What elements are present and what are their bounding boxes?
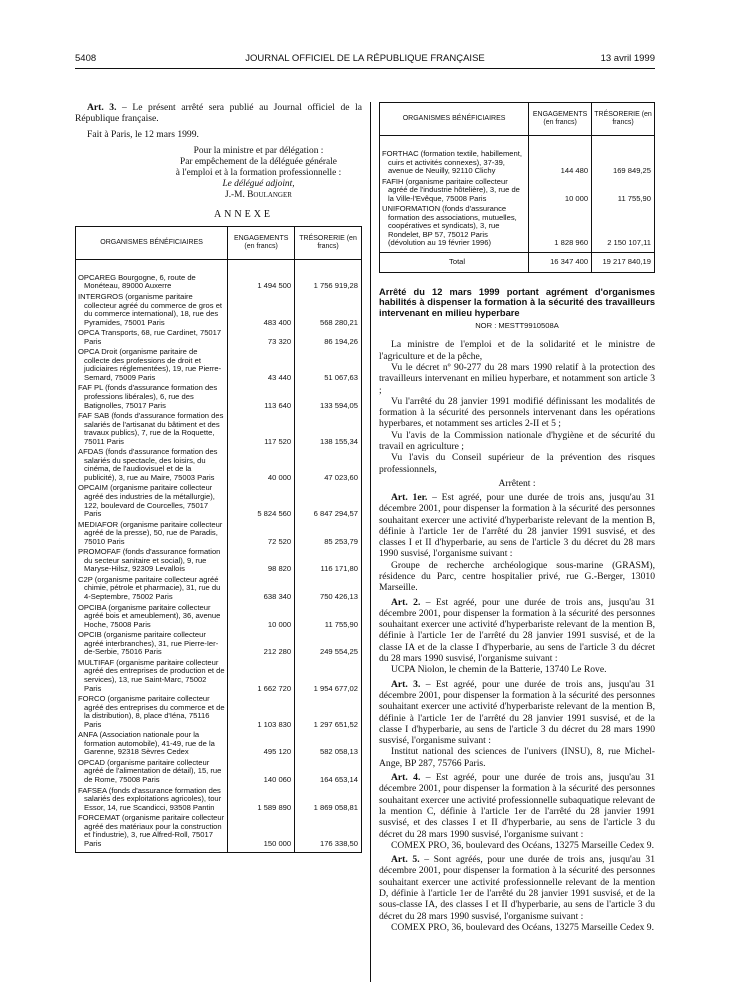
- engagement-cell: 1 662 720: [228, 659, 295, 695]
- tresorerie-cell: 176 338,50: [295, 814, 362, 853]
- table-row: [76, 412, 362, 448]
- tresorerie-cell: 1 297 651,52: [295, 695, 362, 731]
- tresorerie-cell: 11 755,90: [592, 178, 655, 206]
- engagement-cell: 10 000: [529, 178, 592, 206]
- table-row: [76, 576, 362, 604]
- organisme-cell: C2P (organisme paritaire collecteur agréé chimie, pétrole et pharmacie), 31, rue du 4-Septembre, 75002 Paris: [76, 576, 228, 604]
- tresorerie-cell: 86 194,26: [295, 329, 362, 348]
- engagement-cell: 638 340: [228, 576, 295, 604]
- organisme-cell: FORCEMAT (organisme paritaire collecteur agréé des matériaux pour la construction et l'industrie), 3, rue Alfred-Roll, 75017 Paris: [76, 814, 228, 853]
- organisme-cell: MULTIFAF (organisme paritaire collecteur agréé des entreprises de production et de services), 13, rue Saint-Marc, 75002 Paris: [76, 659, 228, 695]
- engagement-cell: 144 480: [529, 136, 592, 178]
- header-tresorerie: TRÉSORERIE (en francs): [295, 226, 362, 259]
- tresorerie-cell: 568 280,21: [295, 293, 362, 329]
- vu-clause: Vu l'arrêté du 28 janvier 1991 modifié définissant les modalités de formation à la sécurité des personnels intervenant dans les opérations hyperbares, et notamment ses articles 2-II et 5 ;: [379, 395, 655, 430]
- table-row: [76, 604, 362, 632]
- issue-date: 13 avril 1999: [600, 53, 655, 64]
- article-paragraph: [379, 854, 655, 922]
- table-row: [76, 759, 362, 787]
- header-organismes: ORGANISMES BÉNÉFICIAIRES: [380, 103, 529, 136]
- signature-block: [75, 146, 362, 201]
- organisme-cell: OPCAREG Bourgogne, 6, route de Monéteau, 89000 Auxerre: [76, 259, 228, 293]
- article-text: – Le présent arrêté sera publié au Journal officiel de la République française.: [75, 102, 363, 125]
- article-label: Art. 3.: [87, 102, 117, 113]
- article-label: Art. 3.: [391, 678, 421, 690]
- table-row: [380, 178, 655, 206]
- tresorerie-cell: 249 554,25: [295, 631, 362, 659]
- engagement-cell: 1 828 960: [529, 205, 592, 252]
- table-row: [76, 329, 362, 348]
- article-label: Art. 4.: [391, 772, 421, 784]
- organisme-cell: FORCO (organisme paritaire collecteur agréé des entreprises du commerce et de la distribution), 8, place d'Iéna, 75116 Paris: [76, 695, 228, 731]
- engagement-cell: 483 400: [228, 293, 295, 329]
- table-row: [76, 787, 362, 815]
- decree-intro: La ministre de l'emploi et de la solidarité et le ministre de l'agriculture et de la pêche,: [379, 339, 655, 362]
- vu-clause: Vu l'avis de la Commission nationale d'hygiène et de sécurité du travail en agriculture ;: [379, 429, 655, 453]
- approved-organisme: UCPA Niolon, le chemin de la Batterie, 13740 Le Rove.: [391, 664, 607, 676]
- signature-title: Le délégué adjoint,: [222, 178, 295, 189]
- tresorerie-cell: 6 847 294,57: [295, 484, 362, 520]
- table-header-row: [380, 103, 655, 136]
- vu-clause: Vu le décret nº 90-277 du 28 mars 1990 relatif à la protection des travailleurs intervenant en milieu hyperbare, et notamment son article 3 ;: [379, 361, 655, 396]
- arretent-heading: Arrêtent :: [498, 477, 536, 489]
- page-number: 5408: [75, 53, 97, 64]
- articles-list: [379, 492, 655, 933]
- organisme-cell: UNIFORMATION (fonds d'assurance formation des associations, mutuelles, coopératives et syndicats), 3, rue Rondelet, BP 57, 75012 Paris (dévolution au 19 février 1996): [380, 205, 529, 252]
- tresorerie-cell: 11 755,90: [295, 604, 362, 632]
- table-header-row: [76, 226, 362, 259]
- organisme-cell: FAFIH (organisme paritaire collecteur agréé de l'industrie hôtelière), 3, rue de la Ville-l'Evêque, 75008 Paris: [380, 178, 529, 206]
- article-paragraph: [379, 772, 655, 840]
- tresorerie-cell: 169 849,25: [592, 136, 655, 178]
- tresorerie-cell: 51 067,63: [295, 348, 362, 384]
- article-text: – Est agréé, pour une durée de trois ans, jusqu'au 31 décembre 2001, pour dispenser la formation à la sécurité des personnes souhaitant exercer une activité d'hyperbariste relevant de la mention B, définie à l'article 1er de l'arrêté du 28 janvier 1991 susvisé, et de la classe I d'hyperbarie, au sens de l'article 3 du décret du 28 mars 1990 susvisé, l'organisme suivant :: [379, 678, 655, 747]
- engagement-cell: 140 060: [228, 759, 295, 787]
- organisme-cell: MEDIAFOR (organisme paritaire collecteur agréé de la presse), 50, rue de Paradis, 75010 Paris: [76, 521, 228, 549]
- total-label: Total: [380, 253, 529, 273]
- vu-clause: Vu l'avis du Conseil supérieur de la prévention des risques professionnels,: [379, 452, 655, 475]
- header-organismes: ORGANISMES BÉNÉFICIAIRES: [76, 226, 228, 259]
- annexe-title: ANNEXE: [213, 208, 274, 220]
- organisme-cell: FAF PL (fonds d'assurance formation des professions libérales), 6, rue des Batignolles, 75017 Paris: [76, 384, 228, 412]
- right-column: [379, 102, 655, 933]
- organisme-cell: FAF SAB (fonds d'assurance formation des salariés de l'artisanat du bâtiment et des travaux publics), 7, rue de la Roquette, 75011 Paris: [76, 412, 228, 448]
- table-row: [380, 205, 655, 252]
- table-row: [76, 731, 362, 759]
- tresorerie-cell: 164 653,14: [295, 759, 362, 787]
- header-engagements: ENGAGEMENTS (en francs): [529, 103, 592, 136]
- organisme-cell: OPCA Transports, 68, rue Cardinet, 75017 Paris: [76, 329, 228, 348]
- tresorerie-cell: 1 756 919,28: [295, 259, 362, 293]
- table-row: [76, 548, 362, 576]
- table-row: [76, 448, 362, 484]
- approved-organisme: COMEX PRO, 36, boulevard des Océans, 13275 Marseille Cedex 9.: [391, 839, 654, 851]
- signature-date: Fait à Paris, le 12 mars 1999.: [87, 128, 199, 140]
- tresorerie-cell: 47 023,60: [295, 448, 362, 484]
- engagement-cell: 113 640: [228, 384, 295, 412]
- organisme-cell: OPCIBA (organisme paritaire collecteur agréé bois et ameublement), 36, avenue Hoche, 75008 Paris: [76, 604, 228, 632]
- table-total-row: [380, 253, 655, 273]
- tresorerie-cell: 133 594,05: [295, 384, 362, 412]
- engagement-cell: 5 824 560: [228, 484, 295, 520]
- organisme-cell: FORTHAC (formation textile, habillement, cuirs et activités connexes), 37-39, avenue de Neuilly, 92110 Clichy: [380, 136, 529, 178]
- table-row: [76, 814, 362, 853]
- organisme-cell: PROMOFAF (fonds d'assurance formation du secteur sanitaire et social), 9, rue Maryse-Hilsz, 92309 Levallois: [76, 548, 228, 576]
- article-text: – Est agréé, pour une durée de trois ans, jusqu'au 31 décembre 2001, pour dispenser la formation à la sécurité des personnes souhaitant exercer une activité d'hyperbariste relevant de la mention B, définie à l'article 1er de l'arrêté du 28 janvier 1991 susvisé, et des classes I et II d'hyperbarie, au sens de l'article 3 du décret du 28 mars 1990 susvisé, l'organisme suivant :: [379, 491, 655, 560]
- journal-title: JOURNAL OFFICIEL DE LA RÉPUBLIQUE FRANÇAISE: [245, 53, 485, 64]
- organisme-cell: FAFSEA (fonds d'assurance formation des salariés des exploitations agricoles), tour Essor, 14, rue Scandicci, 93508 Pantin: [76, 787, 228, 815]
- header-rule: [75, 68, 655, 69]
- table-row: [76, 348, 362, 384]
- tresorerie-cell: 750 426,13: [295, 576, 362, 604]
- tresorerie-cell: 116 171,80: [295, 548, 362, 576]
- tresorerie-cell: 85 253,79: [295, 521, 362, 549]
- table-row: [380, 136, 655, 178]
- article-3-paragraph: [75, 102, 362, 125]
- header-tresorerie: TRÉSORERIE (en francs): [592, 103, 655, 136]
- tresorerie-cell: 1 869 058,81: [295, 787, 362, 815]
- signature-line: à l'emploi et à la formation professionnelle :: [175, 167, 342, 178]
- annexe-table-continued: [379, 102, 655, 273]
- organisme-cell: INTERGROS (organisme paritaire collecteur agréé du commerce de gros et du commerce international), 18, rue des Pyramides, 75001 Paris: [76, 293, 228, 329]
- table-row: [76, 259, 362, 293]
- engagement-cell: 1 103 830: [228, 695, 295, 731]
- decree-title: Arrêté du 12 mars 1999 portant agrément d'organismes habilités à dispenser la formation à la sécurité des travailleurs intervenant en milieu hyperbare: [379, 286, 655, 318]
- engagement-cell: 212 280: [228, 631, 295, 659]
- organisme-cell: ANFA (Association nationale pour la formation automobile), 41-49, rue de la Garenne, 92318 Sèvres Cedex: [76, 731, 228, 759]
- article-paragraph: [379, 492, 655, 560]
- article-label: Art. 2.: [391, 596, 421, 608]
- left-column: [75, 102, 362, 853]
- approved-organisme: Institut national des sciences de l'univers (INSU), 8, rue Michel-Ange, BP 287, 75766 Paris.: [379, 746, 655, 769]
- article-text: – Est agréé, pour une durée de trois ans, jusqu'au 31 décembre 2001, pour dispenser la formation à la sécurité des personnes souhaitant exercer une activité professionnelle subaquatique relevant de la mention C, définie à l'article 1er de l'arrêté du 28 janvier 1991 susvisé, et des classes I et II d'hyperbarie, au sens de l'article 3 du décret du 28 mars 1990 susvisé, l'organisme suivant :: [379, 772, 655, 840]
- total-engagements: 16 347 400: [529, 253, 592, 273]
- nor-reference: NOR : MESTT9910508A: [475, 321, 559, 331]
- approved-organisme: COMEX PRO, 36, boulevard des Océans, 13275 Marseille Cedex 9.: [391, 921, 654, 933]
- table-row: [76, 659, 362, 695]
- header-engagements: ENGAGEMENTS (en francs): [228, 226, 295, 259]
- table-row: [76, 484, 362, 520]
- organisme-cell: OPCIB (organisme paritaire collecteur agréé interbranches), 31, rue Pierre-Ier-de-Serbie, 75016 Paris: [76, 631, 228, 659]
- organisme-cell: OPCAD (organisme paritaire collecteur agréé de l'alimentation de détail), 15, rue de Rome, 75008 Paris: [76, 759, 228, 787]
- total-tresorerie: 19 217 840,19: [592, 253, 655, 273]
- engagement-cell: 72 520: [228, 521, 295, 549]
- signature-line: Par empêchement de la déléguée générale: [180, 156, 337, 167]
- tresorerie-cell: 1 954 677,02: [295, 659, 362, 695]
- engagement-cell: 40 000: [228, 448, 295, 484]
- column-divider: [370, 102, 371, 982]
- tresorerie-cell: 582 058,13: [295, 731, 362, 759]
- signatory-name: J.-M. Boulanger: [225, 189, 292, 200]
- article-paragraph: [379, 597, 655, 665]
- organisme-cell: OPCAIM (organisme paritaire collecteur agréé des industries de la métallurgie), 122, boulevard de Courcelles, 75017 Paris: [76, 484, 228, 520]
- engagement-cell: 10 000: [228, 604, 295, 632]
- tresorerie-cell: 138 155,34: [295, 412, 362, 448]
- article-paragraph: [379, 679, 655, 747]
- engagement-cell: 150 000: [228, 814, 295, 853]
- table-row: [76, 293, 362, 329]
- engagement-cell: 73 320: [228, 329, 295, 348]
- table-row: [76, 384, 362, 412]
- article-text: – Est agréé, pour une durée de trois ans, jusqu'au 31 décembre 2001, pour dispenser la formation à la sécurité des personnes souhaitant exercer une activité d'hyperbariste relevant de la mention B, définie à l'article 1er de l'arrêté du 28 janvier 1991 susvisé, et de la classe IA et de la classe I d'hyperbarie, au sens de l'article 3 du décret du 28 mars 1990 susvisé, l'organisme suivant :: [379, 596, 655, 665]
- table-row: [76, 521, 362, 549]
- engagement-cell: 43 440: [228, 348, 295, 384]
- table-row: [76, 695, 362, 731]
- approved-organisme: Groupe de recherche archéologique sous-marine (GRASM), résidence du Parc, centre hospitalier privé, rue G.-Berger, 13010 Marseille.: [379, 559, 655, 594]
- article-label: Art. 1er.: [391, 491, 428, 503]
- organisme-cell: AFDAS (fonds d'assurance formation des salariés du spectacle, des loisirs, du cinéma, de l'audiovisuel et de la publicité), 3, rue au Maire, 75003 Paris: [76, 448, 228, 484]
- annexe-table: [75, 226, 362, 853]
- engagement-cell: 1 589 890: [228, 787, 295, 815]
- tresorerie-cell: 2 150 107,11: [592, 205, 655, 252]
- engagement-cell: 117 520: [228, 412, 295, 448]
- signature-line: Pour la ministre et par délégation :: [193, 145, 324, 156]
- article-label: Art. 5.: [391, 854, 420, 866]
- page-header: [75, 53, 655, 67]
- engagement-cell: 1 494 500: [228, 259, 295, 293]
- article-text: – Sont agréés, pour une durée de trois ans, jusqu'au 31 décembre 2001, pour dispenser la formation à la sécurité des personnes souhaitant exercer une activité professionnelle relevant de la mention D, définie à l'article 1er de l'arrêté du 28 janvier 1991 susvisé, et de la sous-classe IA, des classes I et II d'hyperbarie, au sens de l'article 3 du décret du 28 mars 1990 susvisé, l'organisme suivant :: [379, 854, 655, 922]
- engagement-cell: 495 120: [228, 731, 295, 759]
- table-row: [76, 631, 362, 659]
- organisme-cell: OPCA Droit (organisme paritaire de collecte des professions de droit et judiciaires réglementées), 19, rue Pierre-Semard, 75009 Paris: [76, 348, 228, 384]
- engagement-cell: 98 820: [228, 548, 295, 576]
